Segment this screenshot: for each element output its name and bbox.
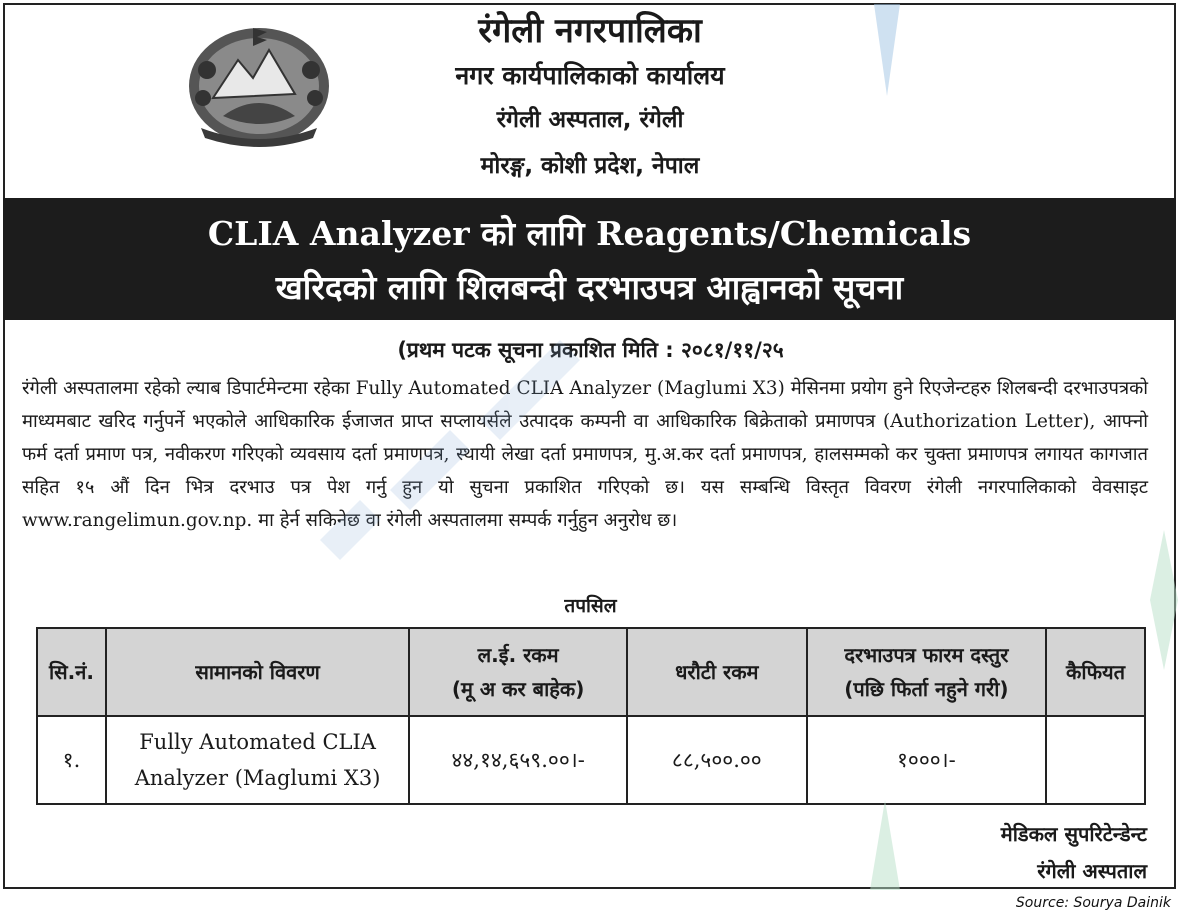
source-credit: Source: Sourya Dainik (1015, 895, 1171, 911)
items-table (36, 627, 1146, 805)
table-header-row (37, 628, 1145, 716)
col-estimate-l1: ल.ई. रकम (477, 643, 559, 667)
col-fee-l1: दरभाउपत्र फारम दस्तुर (844, 643, 1009, 667)
cell-item (106, 716, 409, 804)
address: मोरङ्ग, कोशी प्रदेश, नेपाल (480, 153, 700, 179)
col-remarks: कैफियत (1046, 628, 1145, 716)
col-estimate (409, 628, 627, 716)
hospital-name: रंगेली अस्पताल, रंगेली (496, 107, 684, 133)
notice-body: रंगेली अस्पतालमा रहेको ल्याब डिपार्टमेन्टमा रहेका Fully Automated CLIA Analyzer (Maglumi X3) मेसिनमा प्रयोग हुने रिएजेन्टहरु शिलबन्दी दरभाउपत्रको माध्यमबाट खरिद गर्नुपर्ने भएकोले आधिकारिक ईजाजत प्राप्त सप्लायर्सले उत्पादक कम्पनी वा आधिकारिक बिक्रेताको प्रमाणपत्र (Authorization Letter), आफ्नो फर्म दर्ता प्रमाण पत्र, नवीकरण गरिएको व्यवसाय दर्ता प्रमाणपत्र, स्थायी लेखा दर्ता प्रमाणपत्र, मु.अ.कर दर्ता प्रमाणपत्र, हालसम्मको कर चुक्ता प्रमाणपत्र लगायत कागजात सहित १५ औं दिन भित्र दरभाउ पत्र पेश गर्नु हुन यो सुचना प्रकाशित गरिएको छ। यस सम्बन्धि विस्तृत विवरण रंगेली नगरपालिकाको वेवसाइट www.rangelimun.gov.np. मा हेर्न सकिनेछ वा रंगेली अस्पतालमा सम्पर्क गर्नुहुन अनुरोध छ। (22, 378, 1148, 531)
cell-item-l1: Fully Automated CLIA (139, 730, 376, 754)
table-caption: तपसिल (564, 595, 617, 617)
col-item: सामानको विवरण (106, 628, 409, 716)
signature-block (1001, 816, 1147, 890)
signature-title: मेडिकल सुपरिटेन्डेन्ट (1000, 822, 1147, 846)
col-fee (807, 628, 1046, 716)
cell-deposit: ८८,५००.०० (627, 716, 807, 804)
col-deposit: धरौटी रकम (627, 628, 807, 716)
notice-title-line1: CLIA Analyzer को लागि Reagents/Chemicals (207, 214, 972, 253)
notice-title-banner (3, 198, 1176, 320)
notice-title-line2: खरिदको लागि शिलबन्दी दरभाउपत्र आह्वानको सूचना (275, 268, 904, 307)
cell-remarks (1046, 716, 1145, 804)
cell-fee: १०००।- (807, 716, 1046, 804)
table-row (37, 716, 1145, 804)
col-sn: सि.नं. (37, 628, 106, 716)
publication-date: (प्रथम पटक सूचना प्रकाशित मिति : २०८१/११/२५ (397, 338, 784, 362)
municipality-name: रंगेली नगरपालिका (478, 11, 702, 51)
cell-estimate: ४४,१४,६५९.००।- (409, 716, 627, 804)
cell-sn: १. (37, 716, 106, 804)
col-estimate-l2: (मू अ कर बाहेक) (451, 677, 585, 701)
cell-item-l2: Analyzer (Maglumi X3) (134, 766, 381, 790)
office-name: नगर कार्यपालिकाको कार्यालय (455, 61, 725, 90)
col-fee-l2: (पछि फिर्ता नहुने गरी) (844, 677, 1009, 701)
header (330, 8, 850, 190)
signature-org: रंगेली अस्पताल (1037, 859, 1147, 883)
nepal-emblem-icon (183, 20, 335, 152)
